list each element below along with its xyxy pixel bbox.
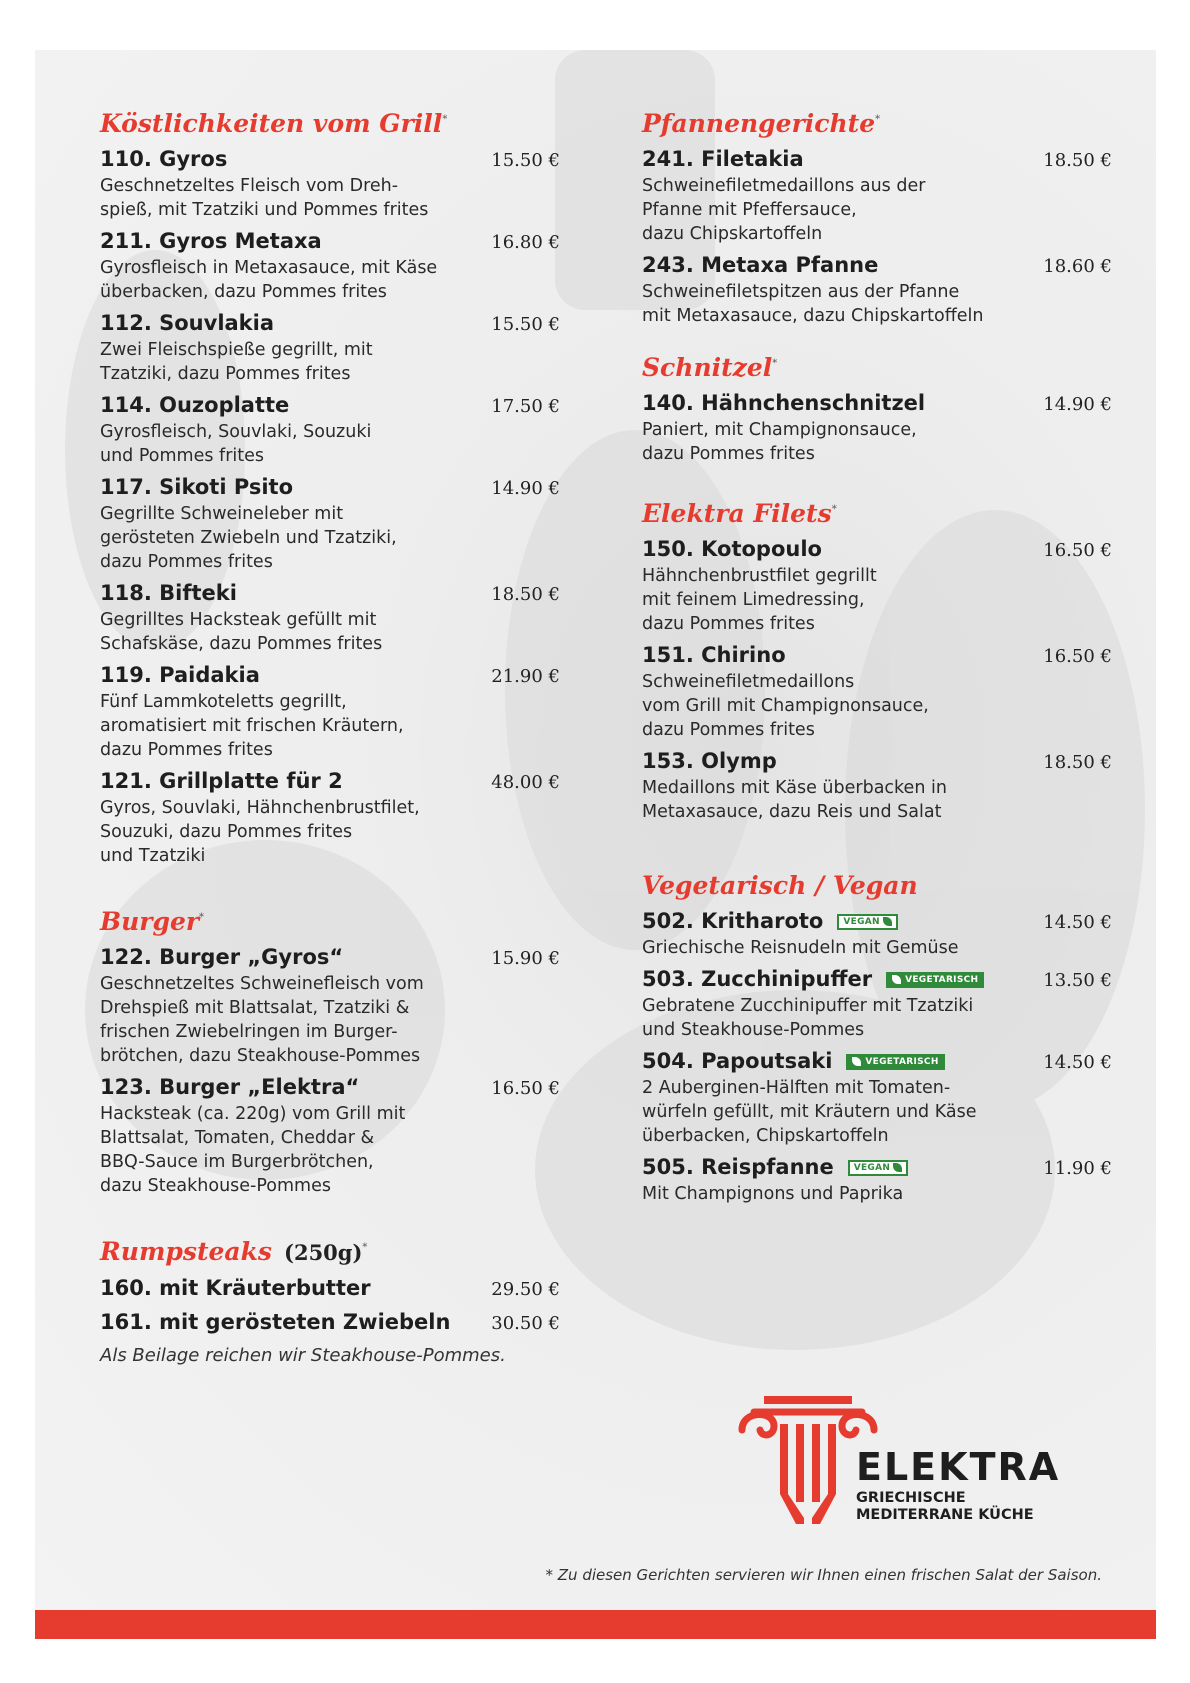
section-title <box>100 1232 560 1273</box>
menu-item-price: 16.50 € <box>1043 646 1112 667</box>
menu-item-description: Schweinefiletspitzen aus der Pfanne mit Metaxasauce, dazu Chipskartoffeln <box>642 282 984 326</box>
bottom-accent-bar <box>35 1610 1156 1639</box>
menu-item-price: 17.50 € <box>491 396 560 417</box>
footnote-mark: * <box>362 1242 368 1253</box>
menu-item-name: 110. Gyros <box>100 147 228 171</box>
menu-item-price: 15.90 € <box>491 948 560 969</box>
menu-item-price: 14.50 € <box>1043 912 1112 933</box>
menu-item-description: Schweinefiletmedaillons aus der Pfanne mit Pfeffersauce, dazu Chipskartoffeln <box>642 176 926 244</box>
section-title-weight: (250g) <box>284 1240 363 1265</box>
leaf-icon <box>892 975 901 984</box>
section-title-text: Elektra Filets <box>642 499 832 528</box>
menu-item-price: 29.50 € <box>491 1279 560 1300</box>
menu-item-row <box>642 144 1112 174</box>
menu-item-name: 123. Burger „Elektra“ <box>100 1075 360 1099</box>
menu-item-name: 122. Burger „Gyros“ <box>100 945 344 969</box>
section-title <box>642 866 1112 906</box>
menu-item-price: 18.50 € <box>1043 150 1112 171</box>
menu-item-description: Griechische Reisnudeln mit Gemüse <box>642 938 959 958</box>
footnote-mark: * <box>442 114 448 125</box>
menu-item <box>100 144 560 222</box>
menu-item <box>642 1152 1112 1206</box>
menu-item-row <box>642 746 1112 776</box>
logo-name: ELEKTRA <box>856 1445 1061 1489</box>
menu-item-row <box>100 308 560 338</box>
menu-item <box>100 1307 560 1337</box>
menu-item-heading <box>642 534 822 564</box>
menu-item-description: Paniert, mit Champignonsauce, dazu Pommes frites <box>642 420 917 464</box>
menu-item <box>642 906 1112 960</box>
left-column <box>100 104 560 1366</box>
menu-item-row <box>100 144 560 174</box>
menu-item-name: 505. Reispfanne <box>642 1155 834 1179</box>
menu-item-name: 211. Gyros Metaxa <box>100 229 322 253</box>
menu-item-heading <box>642 640 786 670</box>
menu-item <box>100 472 560 574</box>
section-title-text: Burger <box>100 907 200 936</box>
menu-item-description: Gegrillte Schweineleber mit gerösteten Zwiebeln und Tzatziki, dazu Pommes frites <box>100 504 397 572</box>
logo-subtitle: GRIECHISCHE MEDITERRANE KÜCHE <box>856 1490 1034 1523</box>
menu-item-description: Gyrosfleisch, Souvlaki, Souzuki und Pommes frites <box>100 422 372 466</box>
menu-item <box>100 766 560 868</box>
menu-item-name: 151. Chirino <box>642 643 786 667</box>
menu-item <box>100 578 560 656</box>
menu-item-row <box>642 388 1112 418</box>
menu-item-row <box>100 390 560 420</box>
menu-section <box>642 348 1112 466</box>
section-title-text: Pfannengerichte <box>642 109 876 138</box>
menu-item-heading <box>642 964 984 994</box>
menu-item-heading <box>100 472 293 502</box>
footnote-mark: * <box>772 358 778 369</box>
menu-item-name: 161. mit gerösteten Zwiebeln <box>100 1310 451 1334</box>
menu-item-price: 11.90 € <box>1043 1158 1112 1179</box>
menu-item <box>642 1046 1112 1148</box>
section-title <box>100 902 560 942</box>
menu-item-price: 15.50 € <box>491 150 560 171</box>
menu-item <box>100 660 560 762</box>
footnote: * Zu diesen Gerichten servieren wir Ihnen einen frischen Salat der Saison. <box>545 1566 1102 1584</box>
menu-item-description: Hacksteak (ca. 220g) vom Grill mit Blattsalat, Tomaten, Cheddar & BBQ-Sauce im Burgerbrötchen, dazu Steakhouse-Pommes <box>100 1104 406 1196</box>
menu-item <box>642 144 1112 246</box>
menu-item-price: 48.00 € <box>491 772 560 793</box>
section-title <box>642 494 1112 534</box>
menu-item-name: 150. Kotopoulo <box>642 537 822 561</box>
menu-section <box>100 104 560 868</box>
section-title <box>642 348 1112 388</box>
badge-label: VEGAN <box>853 1162 891 1173</box>
menu-item-description: Geschnetzeltes Schweinefleisch vom Drehspieß mit Blattsalat, Tzatziki & frischen Zwiebelringen im Burger- brötchen, dazu Steakhouse-Pommes <box>100 974 424 1066</box>
menu-item-description: Schweinefiletmedaillons vom Grill mit Champignonsauce, dazu Pommes frites <box>642 672 929 740</box>
leaf-icon <box>852 1057 861 1066</box>
menu-item-row <box>100 578 560 608</box>
menu-item-name: 119. Paidakia <box>100 663 260 687</box>
right-column <box>642 104 1112 1210</box>
menu-item-heading <box>100 1072 359 1102</box>
menu-item-heading <box>100 1273 371 1303</box>
menu-item-name: 112. Souvlakia <box>100 311 275 335</box>
menu-item-row <box>100 472 560 502</box>
menu-item-row <box>642 640 1112 670</box>
menu-item-name: 118. Bifteki <box>100 581 237 605</box>
vegan-badge <box>848 1160 909 1176</box>
menu-item-heading <box>100 308 274 338</box>
menu-item-price: 14.50 € <box>1043 1052 1112 1073</box>
menu-item-heading <box>642 388 925 418</box>
menu-item-description: Mit Champignons und Paprika <box>642 1184 904 1204</box>
section-title-text: Rumpsteaks <box>100 1237 273 1266</box>
menu-item-heading <box>642 144 804 174</box>
menu-item <box>100 942 560 1068</box>
menu-item-row <box>642 1152 1112 1182</box>
menu-item <box>642 964 1112 1042</box>
vegan-badge <box>837 914 898 930</box>
menu-item-price: 13.50 € <box>1043 970 1112 991</box>
menu-item-description: 2 Auberginen-Hälften mit Tomaten- würfeln gefüllt, mit Kräutern und Käse überbacken, Chipskartoffeln <box>642 1078 977 1146</box>
menu-item-price: 30.50 € <box>491 1313 560 1334</box>
menu-item <box>642 388 1112 466</box>
menu-item-row <box>100 1307 560 1337</box>
menu-item-price: 16.50 € <box>491 1078 560 1099</box>
menu-section <box>642 866 1112 1206</box>
menu-item-price: 21.90 € <box>491 666 560 687</box>
leaf-icon <box>883 917 892 926</box>
menu-item <box>100 226 560 304</box>
menu-item-price: 14.90 € <box>491 478 560 499</box>
section-title <box>642 104 1112 144</box>
menu-item <box>642 640 1112 742</box>
menu-item-heading <box>100 578 237 608</box>
menu-item-name: 140. Hähnchenschnitzel <box>642 391 926 415</box>
menu-item <box>642 250 1112 328</box>
menu-item-description: Fünf Lammkoteletts gegrillt, aromatisiert mit frischen Kräutern, dazu Pommes frites <box>100 692 404 760</box>
menu-item <box>642 746 1112 824</box>
menu-item-description: Geschnetzeltes Fleisch vom Dreh- spieß, mit Tzatziki und Pommes frites <box>100 176 429 220</box>
menu-item-heading <box>642 1152 908 1182</box>
menu-item-price: 15.50 € <box>491 314 560 335</box>
badge-label: VEGETARISCH <box>905 974 979 985</box>
footnote-mark: * <box>875 114 881 125</box>
menu-item-heading <box>642 906 898 936</box>
menu-item-row <box>100 1072 560 1102</box>
menu-item-row <box>642 964 1112 994</box>
menu-item-description: Medaillons mit Käse überbacken in Metaxasauce, dazu Reis und Salat <box>642 778 947 822</box>
menu-item-description: Hähnchenbrustfilet gegrillt mit feinem Limedressing, dazu Pommes frites <box>642 566 877 634</box>
menu-item-price: 14.90 € <box>1043 394 1112 415</box>
menu-item-name: 504. Papoutsaki <box>642 1049 833 1073</box>
menu-item-row <box>642 534 1112 564</box>
menu-item-name: 502. Kritharoto <box>642 909 824 933</box>
menu-item-row <box>100 226 560 256</box>
section-title-text: Vegetarisch / Vegan <box>642 871 918 900</box>
menu-item-name: 117. Sikoti Psito <box>100 475 294 499</box>
vegetarian-badge <box>886 972 984 988</box>
menu-item-row <box>100 660 560 690</box>
menu-item-description: Zwei Fleischspieße gegrillt, mit Tzatziki, dazu Pommes frites <box>100 340 373 384</box>
menu-item-description: Gyrosfleisch in Metaxasauce, mit Käse überbacken, dazu Pommes frites <box>100 258 438 302</box>
menu-item-price: 16.50 € <box>1043 540 1112 561</box>
menu-item-name: 121. Grillplatte für 2 <box>100 769 343 793</box>
menu-item-heading <box>642 1046 945 1076</box>
section-note: Als Beilage reichen wir Steakhouse-Pommes. <box>100 1345 506 1366</box>
menu-item-heading <box>100 1307 450 1337</box>
menu-item-heading <box>642 746 777 776</box>
menu-item-row <box>100 1273 560 1303</box>
menu-item <box>100 1072 560 1198</box>
menu-item-heading <box>100 226 322 256</box>
menu-section <box>642 494 1112 824</box>
menu-item <box>100 1273 560 1303</box>
menu-item-description: Gyros, Souvlaki, Hähnchenbrustfilet, Souzuki, dazu Pommes frites und Tzatziki <box>100 798 420 866</box>
badge-label: VEGAN <box>843 916 880 927</box>
menu-item-heading <box>100 660 260 690</box>
menu-item-name: 241. Filetakia <box>642 147 804 171</box>
menu-item-heading <box>642 250 878 280</box>
menu-item-price: 16.80 € <box>491 232 560 253</box>
menu-item-description: Gegrilltes Hacksteak gefüllt mit Schafskäse, dazu Pommes frites <box>100 610 383 654</box>
menu-section <box>100 902 560 1198</box>
menu-item-name: 243. Metaxa Pfanne <box>642 253 879 277</box>
menu-item-heading <box>100 144 227 174</box>
vegetarian-badge <box>846 1054 944 1070</box>
menu-item-heading <box>100 766 343 796</box>
section-title-text: Schnitzel <box>642 353 773 382</box>
footnote-mark: * <box>831 504 837 515</box>
menu-section <box>100 1232 560 1366</box>
badge-label: VEGETARISCH <box>865 1056 939 1067</box>
menu-item <box>642 534 1112 636</box>
footnote-mark: * <box>199 912 205 923</box>
menu-item-name: 153. Olymp <box>642 749 777 773</box>
menu-item-price: 18.50 € <box>491 584 560 605</box>
menu-item-row <box>100 942 560 972</box>
menu-item-description: Gebratene Zucchinipuffer mit Tzatziki und Steakhouse-Pommes <box>642 996 974 1040</box>
menu-item-row <box>100 766 560 796</box>
menu-item <box>100 308 560 386</box>
section-title <box>100 104 560 144</box>
leaf-icon <box>893 1163 902 1172</box>
menu-item-name: 160. mit Kräuterbutter <box>100 1276 371 1300</box>
menu-item-name: 114. Ouzoplatte <box>100 393 290 417</box>
menu-item-row <box>642 906 1112 936</box>
menu-item-row <box>642 1046 1112 1076</box>
menu-item <box>100 390 560 468</box>
menu-item-price: 18.60 € <box>1043 256 1112 277</box>
menu-section <box>642 104 1112 328</box>
menu-item-price: 18.50 € <box>1043 752 1112 773</box>
section-title-text: Köstlichkeiten vom Grill <box>100 109 443 138</box>
menu-item-heading <box>100 390 289 420</box>
menu-item-name: 503. Zucchinipuffer <box>642 967 873 991</box>
menu-item-row <box>642 250 1112 280</box>
menu-item-heading <box>100 942 343 972</box>
